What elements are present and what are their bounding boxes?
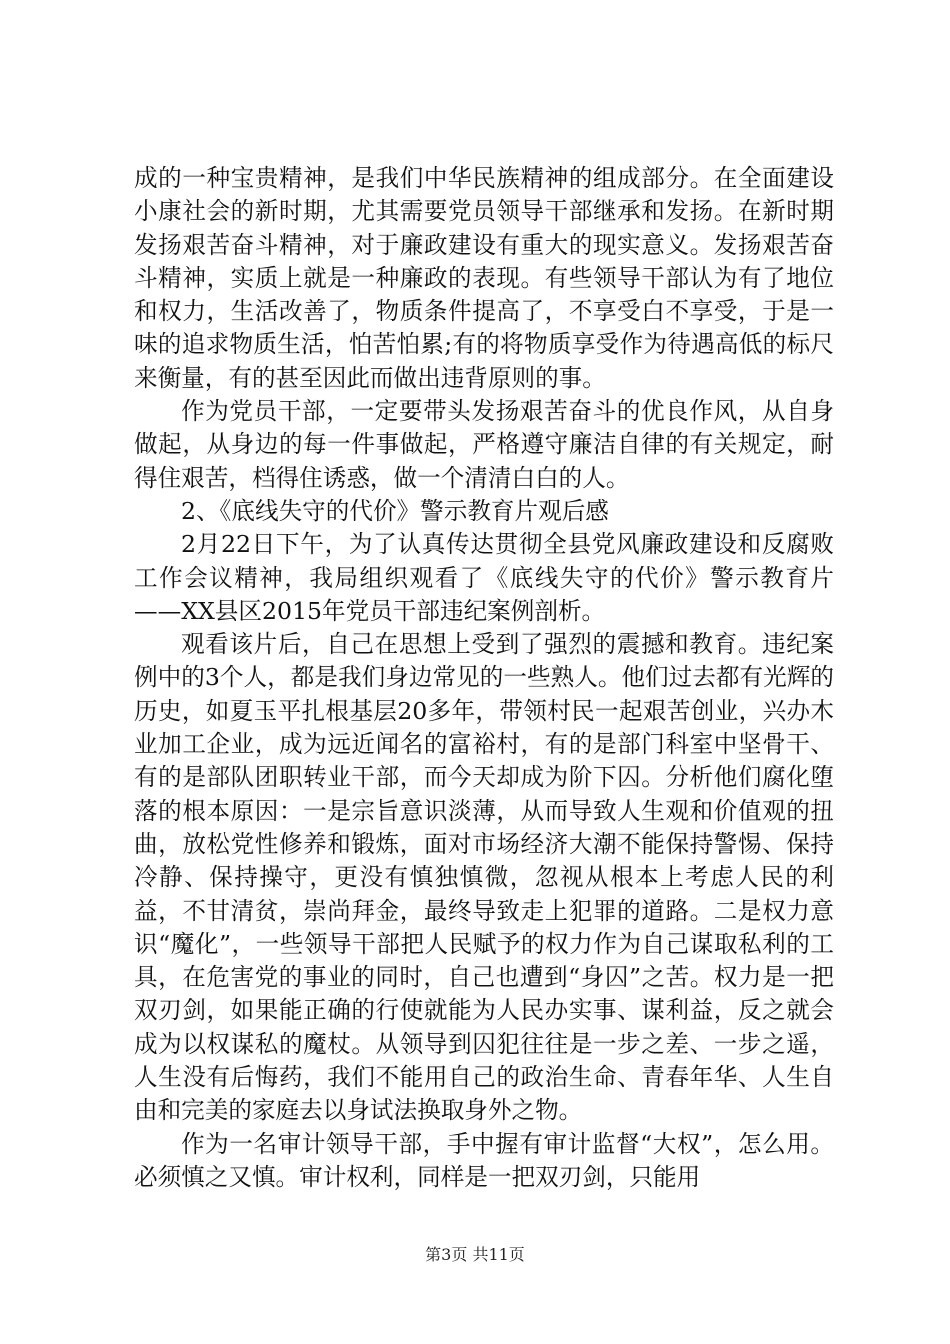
paragraph-continuation: 成的一种宝贵精神，是我们中华民族精神的组成部分。在全面建设小康社会的新时期，尤其需要党员领导干部继承和发扬。在新时期发扬艰苦奋斗精神，对于廉政建设有重大的现实意义。发扬艰苦奋斗精神，实质上就是一种廉政的表现。有些领导干部认为有了地位和权力，生活改善了，物质条件提高了，不享受白不享受，于是一味的追求物质生活，怕苦怕累;有的将物质享受作为待遇高低的标尺来衡量，有的甚至因此而做出违背原则的事。 xyxy=(134,164,834,392)
paragraph-viewing-event: 2月22日下午，为了认真传达贯彻全县党风廉政建设和反腐败工作会议精神，我局组织观看了《底线失守的代价》警示教育片——XX县区2015年党员干部违纪案例剖析。 xyxy=(134,530,834,625)
paragraph-reflection: 观看该片后，自己在思想上受到了强烈的震撼和教育。违纪案例中的3个人，都是我们身边常见的一些熟人。他们过去都有光辉的历史，如夏玉平扎根基层20多年，带领村民一起艰苦创业，兴办木业加工企业，成为远近闻名的富裕村，有的是部门科室中坚骨干、有的是部队团职转业干部，而今天却成为阶下囚。分析他们腐化堕落的根本原因：一是宗旨意识淡薄，从而导致人生观和价值观的扭曲，放松党性修养和锻炼，面对市场经济大潮不能保持警惕、保持冷静、保持操守，更没有慎独慎微，忽视从根本上考虑人民的利益，不甘清贫，崇尚拜金，最终导致走上犯罪的道路。二是权力意识“魔化”，一些领导干部把人民赋予的权力作为自己谋取私利的工具，在危害党的事业的同时，自己也遭到“身囚”之苦。权力是一把双刃剑，如果能正确的行使就能为人民办实事、谋利益，反之就会成为以权谋私的魔杖。从领导到囚犯往往是一步之差、一步之遥，人生没有后悔药，我们不能用自己的政治生命、青春年华、人生自由和完美的家庭去以身试法换取身外之物。 xyxy=(134,630,834,1125)
paragraph-audit-leader: 作为一名审计领导干部，手中握有审计监督“大权”，怎么用。必须慎之又慎。审计权利，同样是一把双刃剑，只能用 xyxy=(134,1129,834,1191)
page-footer: 第3页 共11页 xyxy=(425,1245,525,1264)
document-body xyxy=(134,162,834,1194)
paragraph-party-cadre-duty: 作为党员干部，一定要带头发扬艰苦奋斗的优良作风，从自身做起，从身边的每一件事做起，严格遵守廉洁自律的有关规定，耐得住艰苦，档得住诱惑，做一个清清白白的人。 xyxy=(134,397,834,492)
section-heading: 2、《底线失守的代价》警示教育片观后感 xyxy=(181,496,609,525)
